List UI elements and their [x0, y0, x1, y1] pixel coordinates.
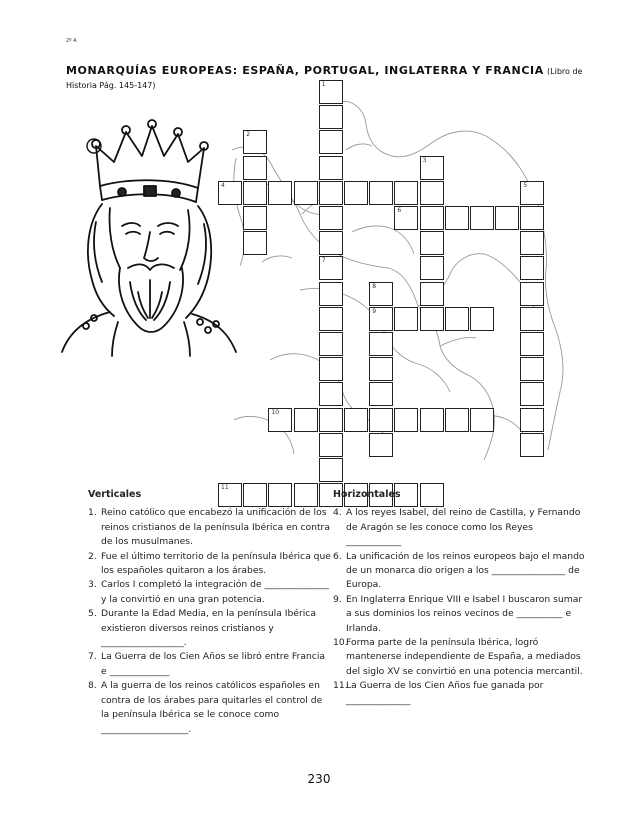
- crossword-cell[interactable]: [445, 307, 469, 331]
- vertical-clue: 7. La Guerra de los Cien Años se libró entre Francia e _____________: [88, 651, 326, 677]
- crossword-cell[interactable]: [520, 332, 544, 356]
- horizontal-clue: 4. A los reyes Isabel, del reino de Castilla, y Fernando de Aragón se les conoce como los Reyes ____________: [333, 507, 581, 548]
- crossword-cell[interactable]: [369, 357, 393, 381]
- crossword-cell[interactable]: [243, 206, 267, 230]
- crossword-cell[interactable]: [470, 307, 494, 331]
- crossword-cell[interactable]: [319, 433, 343, 457]
- crossword-cell[interactable]: [319, 408, 343, 432]
- crossword-cell[interactable]: [445, 408, 469, 432]
- cell-number: 11: [221, 484, 229, 492]
- cell-number: 8: [372, 282, 377, 290]
- crossword-cell[interactable]: [420, 231, 444, 255]
- crossword-cell[interactable]: [218, 181, 242, 205]
- crossword-cell[interactable]: [420, 181, 444, 205]
- crossword-cell[interactable]: [420, 307, 444, 331]
- crossword-cell[interactable]: [369, 382, 393, 406]
- crossword-cell[interactable]: [319, 80, 343, 104]
- cell-number: 10: [271, 408, 280, 416]
- crossword-cell[interactable]: [243, 156, 267, 180]
- cell-number: 4: [221, 181, 225, 189]
- crossword-cell[interactable]: [445, 206, 469, 230]
- crossword-cell[interactable]: [294, 181, 318, 205]
- title-main: MONARQUÍAS EUROPEAS: ESPAÑA, PORTUGAL, INGLATERRA Y FRANCIA: [66, 64, 544, 77]
- title-reference-2: Historia Pág. 145-147): [66, 81, 156, 90]
- crossword-cell[interactable]: [520, 181, 544, 205]
- crossword-cell[interactable]: [243, 181, 267, 205]
- cell-number: 9: [372, 307, 377, 315]
- horizontal-clues: [333, 488, 585, 708]
- crossword-cell[interactable]: [520, 408, 544, 432]
- horizontal-clue: 11. La Guerra de los Cien Años fue ganada por ______________: [333, 680, 544, 706]
- crossword-cell[interactable]: [520, 382, 544, 406]
- crossword-cell[interactable]: [520, 256, 544, 280]
- cell-number: 3: [422, 156, 427, 164]
- horizontal-clue: 9. En Inglaterra Enrique VIII e Isabel I buscaron sumar a sus dominios los reinos vecinos de __________ e Irlanda.: [333, 593, 583, 634]
- crossword-cell[interactable]: [520, 357, 544, 381]
- crossword-cell[interactable]: [319, 130, 343, 154]
- crossword-cell[interactable]: [420, 408, 444, 432]
- crossword-cell[interactable]: [294, 408, 318, 432]
- cell-number: 2: [246, 131, 251, 139]
- crossword-cell[interactable]: [344, 408, 368, 432]
- crossword-cell[interactable]: [369, 307, 393, 331]
- horizontal-heading: Horizontales: [333, 489, 401, 500]
- crossword-cell[interactable]: [319, 357, 343, 381]
- crossword-cell[interactable]: [319, 282, 343, 306]
- crossword-cell[interactable]: [470, 408, 494, 432]
- crossword-cell[interactable]: [420, 256, 444, 280]
- vertical-clue: 5. Durante la Edad Media, en la península Ibérica existieron diversos reinos cristianos y __________________.: [88, 608, 316, 649]
- crossword-cell[interactable]: [369, 408, 393, 432]
- crossword-cell[interactable]: [344, 181, 368, 205]
- crossword-cell[interactable]: [319, 307, 343, 331]
- crossword-cell[interactable]: [495, 206, 519, 230]
- crossword-cell[interactable]: [319, 256, 343, 280]
- horizontal-clue: 6. La unificación de los reinos europeos bajo el mando de un monarca dio origen a los ________________ de Europa.: [333, 550, 585, 591]
- crossword-cell[interactable]: [369, 282, 393, 306]
- crossword-cell[interactable]: [319, 382, 343, 406]
- crossword-cell[interactable]: [369, 433, 393, 457]
- title-reference-1: (Libro de: [547, 67, 583, 76]
- crossword-cell[interactable]: [319, 458, 343, 482]
- vertical-heading: Verticales: [88, 489, 142, 500]
- crossword-cell[interactable]: [394, 307, 418, 331]
- crossword-cell[interactable]: [470, 206, 494, 230]
- crossword-cell[interactable]: [420, 206, 444, 230]
- crossword-cell[interactable]: [268, 181, 292, 205]
- top-note: 2º A: [66, 38, 77, 44]
- vertical-clue: 3. Carlos I completó la integración de ______________ y la convirtió en una gran potencia.: [88, 579, 329, 605]
- crossword-cell[interactable]: [319, 105, 343, 129]
- crossword-cell[interactable]: [319, 206, 343, 230]
- crossword-cell[interactable]: [520, 206, 544, 230]
- vertical-clues: [88, 488, 332, 737]
- crossword-cell[interactable]: [319, 231, 343, 255]
- crossword-cell[interactable]: [319, 156, 343, 180]
- cell-number: 7: [321, 257, 326, 265]
- crossword-cell[interactable]: [268, 408, 292, 432]
- page-number: 230: [307, 772, 331, 786]
- cell-number: 1: [321, 81, 326, 88]
- vertical-clue: 1. Reino católico que encabezó la unificación de los reinos cristianos de la península Ibérica en contra de los musulmanes.: [88, 507, 330, 548]
- crossword-cell[interactable]: [243, 231, 267, 255]
- crossword-cell[interactable]: [394, 206, 418, 230]
- vertical-clue: 2. Fue el último territorio de la península Ibérica que los españoles quitaron a los árabes.: [88, 550, 331, 577]
- crossword-cell[interactable]: [243, 130, 267, 154]
- crossword-cell[interactable]: [369, 181, 393, 205]
- horizontal-clue: 10. Forma parte de la península Ibérica, logró mantenerse independiente de España, a mediados del siglo XV se convirtió en una potencia mercantil.: [333, 637, 583, 677]
- crossword-cell[interactable]: [520, 433, 544, 457]
- vertical-clue: 8. A la guerra de los reinos católicos españoles en contra de los árabes para quitarles el control de la península Ibérica se le conoce como ___________________.: [88, 680, 323, 735]
- crossword-cell[interactable]: [319, 181, 343, 205]
- crossword-cell[interactable]: [420, 282, 444, 306]
- cell-number: 5: [523, 181, 528, 189]
- crossword-cell[interactable]: [520, 307, 544, 331]
- crossword-cell[interactable]: [369, 332, 393, 356]
- crossword-cell[interactable]: [420, 156, 444, 180]
- crossword-cell[interactable]: [520, 282, 544, 306]
- crossword-cell[interactable]: [520, 231, 544, 255]
- cell-number: 6: [397, 207, 402, 214]
- crossword-cell[interactable]: [394, 408, 418, 432]
- crossword-cell[interactable]: [394, 181, 418, 205]
- crossword-cell[interactable]: [319, 332, 343, 356]
